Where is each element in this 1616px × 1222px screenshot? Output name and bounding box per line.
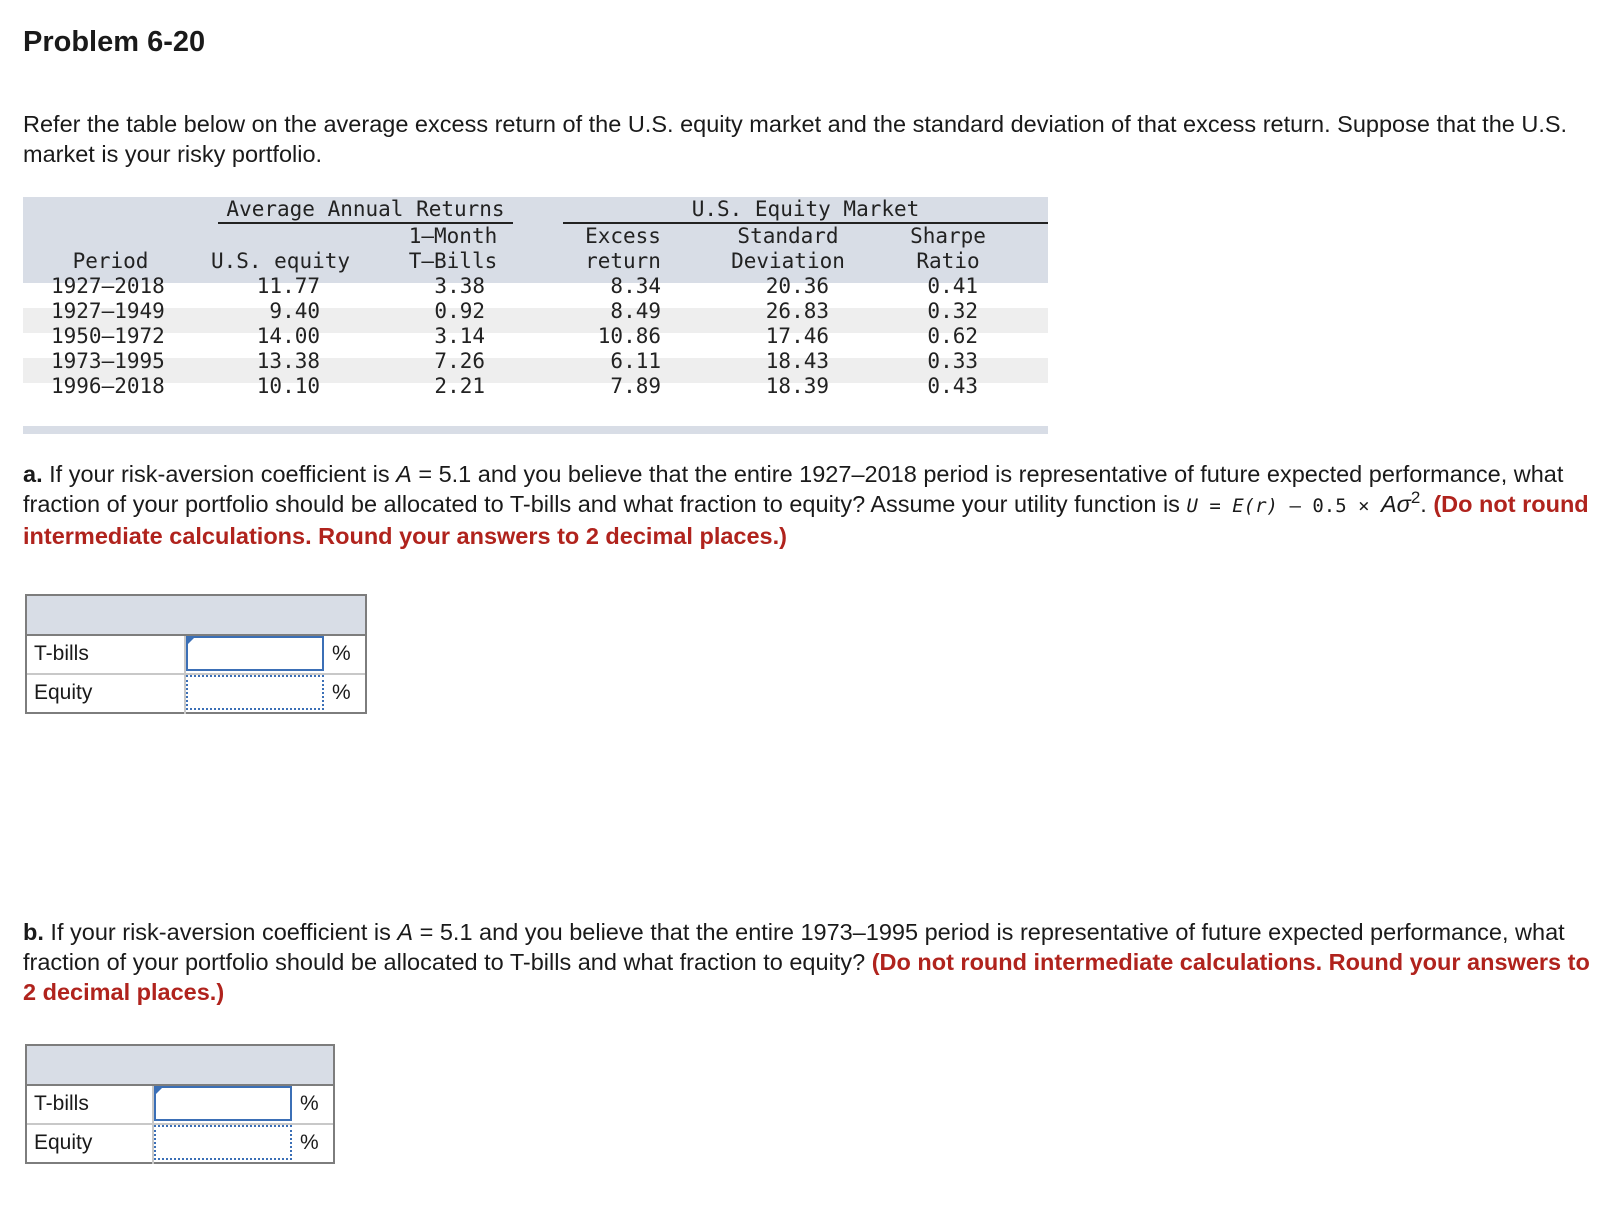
question-b-text: If your risk-aversion coefficient is xyxy=(43,919,398,945)
cell-period: 1950–1972 xyxy=(51,324,165,348)
group-header-average-returns: Average Annual Returns xyxy=(226,197,505,221)
cell-std: 18.43 xyxy=(765,349,829,373)
answer-grid-a xyxy=(25,594,367,714)
cell-excess: 7.89 xyxy=(610,374,661,398)
answer-row-equity xyxy=(27,673,365,712)
question-b-label: b. xyxy=(23,919,44,945)
cell-sharpe: 0.62 xyxy=(927,324,978,348)
header-tbills-line2: T–Bills xyxy=(408,249,498,273)
header-tbills-line1: 1–Month xyxy=(408,224,498,248)
var-a: A xyxy=(397,919,414,945)
cell-sharpe: 0.32 xyxy=(927,299,978,323)
answer-grid-header xyxy=(27,1046,333,1086)
cell-std: 26.83 xyxy=(765,299,829,323)
question-b-text: = 5.1 and you believe that the entire 1973–1995 period is representative of future expected performance, what fraction of your portfolio should be allocated to T-bills and what fraction to equity? xyxy=(23,919,1565,975)
answer-row-tbills xyxy=(27,1086,333,1123)
header-period: Period xyxy=(72,249,149,273)
cell-excess: 8.34 xyxy=(610,274,661,298)
cell-equity: 13.38 xyxy=(256,349,320,373)
equity-input[interactable] xyxy=(154,1125,292,1160)
formula-asigma: Aσ xyxy=(1380,491,1411,517)
var-u: U xyxy=(1186,495,1198,517)
cell-sharpe: 0.33 xyxy=(927,349,978,373)
flag-icon xyxy=(154,1086,164,1096)
question-a-text: = 5.1 and you believe that the entire 1927–2018 period is representative of future expected performance, what fraction of your portfolio should be allocated to T-bills and what fraction to equity? Assume your utility function is xyxy=(23,461,1564,517)
formula: = xyxy=(1197,495,1233,517)
problem-intro: Refer the table below on the average excess return of the U.S. equity market and the standard deviation of that excess return. Suppose that the U.S. market is your risky portfolio. xyxy=(23,111,1568,167)
cell-period: 1927–2018 xyxy=(51,274,165,298)
formula-end: . xyxy=(1420,491,1434,517)
answer-grid-b xyxy=(25,1044,335,1164)
cell-std: 20.36 xyxy=(765,274,829,298)
instruction-a: (Do not round intermediate calculations. Round your answers to 2 decimal places.) xyxy=(23,491,1589,549)
tbills-input[interactable] xyxy=(154,1086,292,1121)
percent-unit: % xyxy=(332,681,351,704)
question-b xyxy=(23,917,1593,1007)
header-sharpe-line1: Sharpe xyxy=(910,224,986,248)
formula: – 0.5 × xyxy=(1278,495,1381,517)
group-header-equity-market: U.S. Equity Market xyxy=(691,197,920,221)
cell-excess: 8.49 xyxy=(610,299,661,323)
formula-er: E(r) xyxy=(1232,495,1278,517)
row-label: Equity xyxy=(34,681,93,704)
question-a xyxy=(23,459,1593,551)
cell-equity: 9.40 xyxy=(269,299,320,323)
row-label: T-bills xyxy=(34,642,89,665)
cell-equity: 10.10 xyxy=(256,374,320,398)
answer-grid-header xyxy=(27,596,365,636)
row-label: Equity xyxy=(34,1131,93,1154)
instruction-b: (Do not round intermediate calculations. Round your answers to 2 decimal places.) xyxy=(23,949,1590,1005)
formula-exponent: 2 xyxy=(1410,488,1421,508)
cell-sharpe: 0.43 xyxy=(927,374,978,398)
answer-row-equity xyxy=(27,1123,333,1162)
header-excess-line1: Excess xyxy=(585,224,661,248)
cell-tbills: 2.21 xyxy=(434,374,485,398)
table-footer-band xyxy=(23,426,1048,434)
cell-excess: 10.86 xyxy=(597,324,661,348)
header-us-equity: U.S. equity xyxy=(210,249,351,273)
percent-unit: % xyxy=(332,642,351,665)
answer-row-tbills xyxy=(27,636,365,673)
cell-period: 1973–1995 xyxy=(51,349,165,373)
tbills-input[interactable] xyxy=(186,636,324,671)
cell-tbills: 3.14 xyxy=(434,324,485,348)
returns-table xyxy=(23,197,1048,437)
cell-equity: 14.00 xyxy=(256,324,320,348)
row-label: T-bills xyxy=(34,1092,89,1115)
header-std-line2: Deviation xyxy=(731,249,845,273)
question-a-label: a. xyxy=(23,461,43,487)
header-excess-line2: return xyxy=(585,249,661,273)
problem-title: Problem 6-20 xyxy=(23,26,206,58)
flag-icon xyxy=(186,636,196,646)
header-std-line1: Standard xyxy=(737,224,839,248)
percent-unit: % xyxy=(300,1092,319,1115)
cell-std: 17.46 xyxy=(765,324,829,348)
cell-equity: 11.77 xyxy=(256,274,320,298)
cell-tbills: 7.26 xyxy=(434,349,485,373)
cell-tbills: 0.92 xyxy=(434,299,485,323)
percent-unit: % xyxy=(300,1131,319,1154)
question-a-text: If your risk-aversion coefficient is xyxy=(42,461,397,487)
cell-sharpe: 0.41 xyxy=(927,274,978,298)
cell-period: 1996–2018 xyxy=(51,374,165,398)
cell-std: 18.39 xyxy=(765,374,829,398)
cell-excess: 6.11 xyxy=(610,349,661,373)
var-a: A xyxy=(396,461,412,487)
cell-period: 1927–1949 xyxy=(51,299,165,323)
cell-tbills: 3.38 xyxy=(434,274,485,298)
equity-input[interactable] xyxy=(186,675,324,710)
header-sharpe-line2: Ratio xyxy=(916,249,980,273)
